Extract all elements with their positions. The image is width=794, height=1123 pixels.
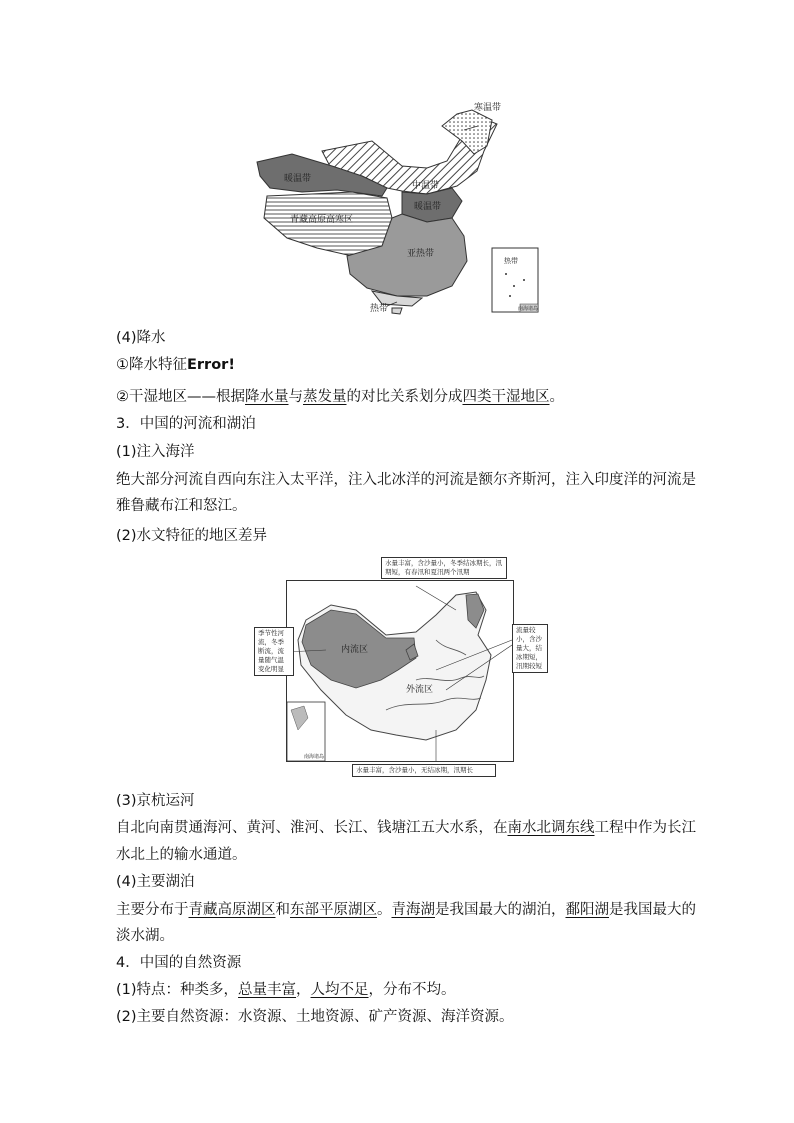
underlined-term: 降水量 bbox=[245, 389, 289, 405]
text-segment: (1)特点：种类多， bbox=[116, 982, 239, 998]
text-segment: 的对比关系划分成 bbox=[346, 389, 463, 405]
text-segment: 与 bbox=[288, 389, 303, 405]
text-segment: 。 bbox=[377, 902, 392, 918]
section3-sub4: (4)主要湖泊 bbox=[116, 874, 195, 890]
callout-northwest: 季节性河流，冬季断流，流量随气温变化明显 bbox=[254, 627, 294, 676]
callout-north-china: 流量较小，含沙量大，结冰期短，汛期较短 bbox=[512, 624, 548, 673]
underlined-term: 南水北调东线 bbox=[507, 820, 595, 836]
label-plateau: 青藏高原高寒区 bbox=[290, 215, 354, 225]
label-tropical: 热带 bbox=[370, 304, 389, 314]
text-segment: 主要分布于 bbox=[116, 902, 189, 918]
underlined-term: 总量丰富 bbox=[238, 982, 297, 998]
underlined-term: 东部平原湖区 bbox=[290, 902, 377, 918]
label-inset-caption: 南海诸岛 bbox=[518, 306, 539, 312]
text-segment: 和 bbox=[275, 902, 290, 918]
label-inset-caption: 南海诸岛 bbox=[304, 754, 325, 760]
resources-features-line bbox=[116, 980, 456, 1000]
text-segment: 是我国最大的 bbox=[609, 902, 696, 918]
grand-canal-line2: 水北上的输水通道。 bbox=[116, 847, 247, 863]
main-resources-line: (2)主要自然资源：水资源、土地资源、矿产资源、海洋资源。 bbox=[116, 1009, 514, 1025]
callout-south: 水量丰富，含沙量小，无结冰期，汛期长 bbox=[352, 764, 496, 777]
underlined-term: 蒸发量 bbox=[303, 389, 347, 405]
precipitation-feature-label: ①降水特征 bbox=[116, 357, 187, 373]
text-segment: 工程中作为长江 bbox=[594, 820, 696, 836]
text-segment: 。 bbox=[549, 389, 564, 405]
label-warm-temperate-west: 暖温带 bbox=[284, 174, 312, 184]
text-segment: 自北向南贯通海河、黄河、淮河、长江、钱塘江五大水系，在 bbox=[116, 820, 508, 836]
label-inset-tropical: 热带 bbox=[504, 257, 518, 265]
underlined-term: 青海湖 bbox=[391, 902, 435, 918]
underlined-term: 四类干湿地区 bbox=[462, 389, 550, 405]
temperature-zone-map bbox=[252, 96, 542, 316]
error-text: Error! bbox=[187, 357, 235, 373]
label-warm-temperate-east: 暖温带 bbox=[414, 202, 442, 212]
section3-sub1: (1)注入海洋 bbox=[116, 444, 195, 460]
section3-sub3: (3)京杭运河 bbox=[116, 793, 195, 809]
underlined-term: 鄱阳湖 bbox=[565, 902, 609, 918]
underlined-term: 青藏高原湖区 bbox=[188, 902, 276, 918]
callout-northeast: 水量丰富，含沙量小，冬季结冰期长，汛期短，有春汛和夏汛两个汛期 bbox=[381, 557, 507, 579]
section4-heading: 4．中国的自然资源 bbox=[116, 955, 242, 971]
section3-para1-line1: 绝大部分河流自西向东注入太平洋，注入北冰洋的河流是额尔齐斯河，注入印度洋的河流是 bbox=[116, 472, 696, 488]
text-segment: ， bbox=[296, 982, 311, 998]
lakes-line1 bbox=[116, 900, 696, 920]
text-segment: ②干湿地区——根据 bbox=[116, 389, 245, 405]
section3-heading: 3．中国的河流和湖泊 bbox=[116, 416, 256, 432]
underlined-term: 人均不足 bbox=[310, 982, 369, 998]
precipitation-heading: (4)降水 bbox=[116, 330, 166, 346]
grand-canal-line1 bbox=[116, 818, 696, 838]
hydrology-map bbox=[286, 580, 514, 762]
section3-sub2: (2)水文特征的地区差异 bbox=[116, 528, 268, 544]
label-inner-drainage: 内流区 bbox=[341, 645, 369, 655]
text-segment: 是我国最大的湖泊， bbox=[435, 902, 566, 918]
dry-wet-regions-line bbox=[116, 387, 564, 407]
label-outer-drainage: 外流区 bbox=[406, 685, 434, 695]
lakes-line2: 淡水湖。 bbox=[116, 928, 174, 944]
label-subtropical: 亚热带 bbox=[407, 249, 435, 259]
section3-para1-line2: 雅鲁藏布江和怒江。 bbox=[116, 498, 247, 514]
text-segment: ，分布不均。 bbox=[368, 982, 456, 998]
label-mid-temperate: 中温带 bbox=[412, 181, 440, 191]
label-cold-temperate: 寒温带 bbox=[474, 103, 502, 113]
precipitation-feature-line bbox=[116, 355, 235, 375]
